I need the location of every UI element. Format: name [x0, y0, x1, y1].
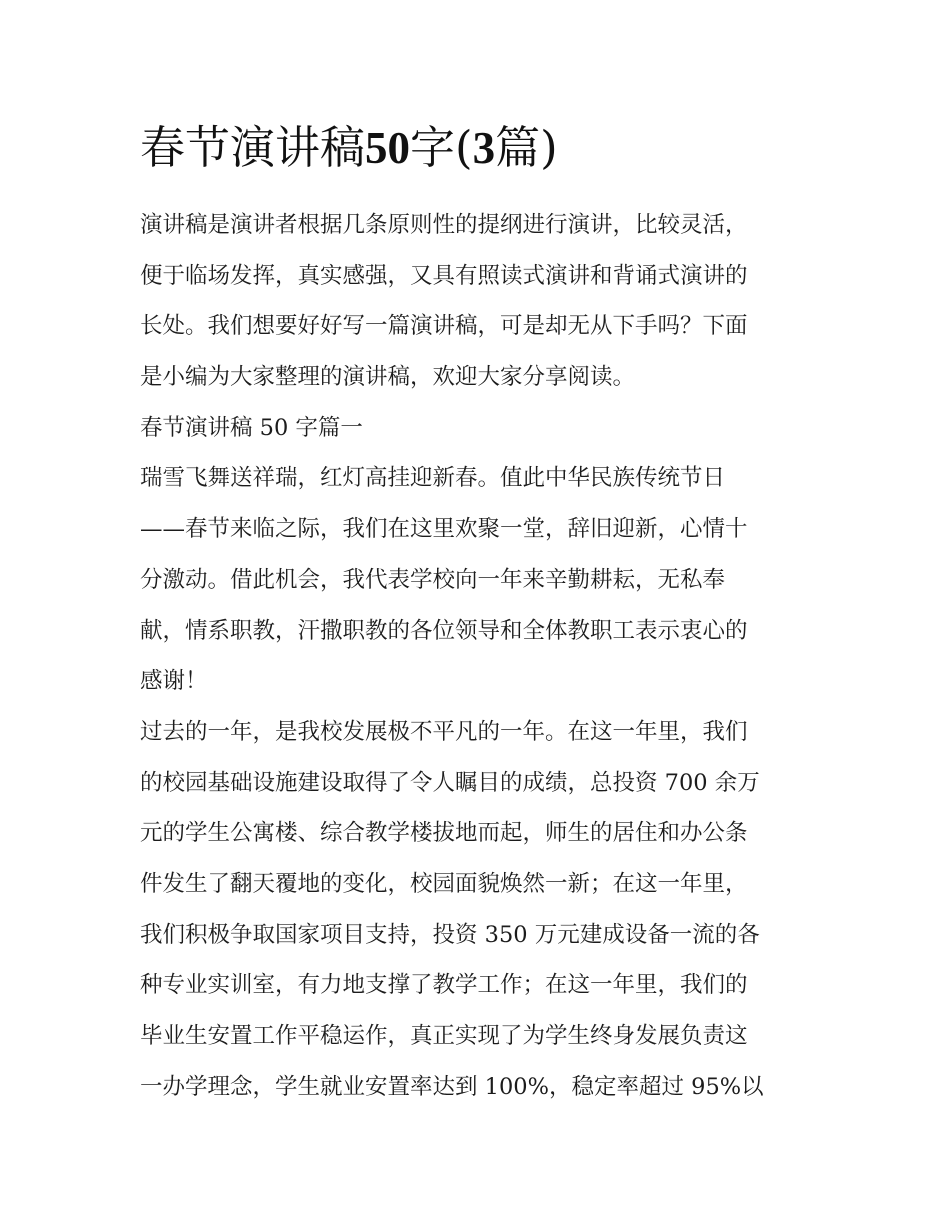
paragraph-1-line-4: 献，情系职教，汗撒职教的各位领导和全体教职工表示衷心的 [140, 617, 748, 644]
paragraph-2-line-7: 毕业生安置工作平稳运作，真正实现了为学生终身发展负责这 [140, 1023, 748, 1049]
intro-line-4: 是小编为大家整理的演讲稿，欢迎大家分享阅读。 [140, 364, 636, 391]
paragraph-1-line-1: 瑞雪飞舞送祥瑞，红灯高挂迎新春。值此中华民族传统节日 [140, 465, 726, 492]
paragraph-2-line-8: 一办学理念，学生就业安置率达到 100%，稳定率超过 95%以 [140, 1073, 764, 1100]
intro-line-2: 便于临场发挥，真实感强，又具有照读式演讲和背诵式演讲的 [140, 262, 748, 289]
paragraph-2-line-1: 过去的一年，是我校发展极不平凡的一年。在这一年里，我们 [140, 718, 748, 745]
title-count: 3 [472, 123, 496, 173]
paragraph-1-line-5: 感谢！ [140, 668, 208, 695]
paragraph-2-line-5: 我们积极争取国家项目支持，投资 350 万元建成设备一流的各 [140, 921, 760, 948]
intro-line-3: 长处。我们想要好好写一篇演讲稿，可是却无从下手吗？下面 [140, 313, 748, 340]
title-prefix: 春节演讲稿 [140, 121, 366, 174]
paragraph-2-line-3: 元的学生公寓楼、综合教学楼拔地而起，师生的居住和办公条 [140, 820, 748, 847]
paragraph-1-line-2: ——春节来临之际，我们在这里欢聚一堂，辞旧迎新，心情十 [140, 516, 748, 543]
paragraph-2-line-4: 件发生了翻天覆地的变化，校园面貌焕然一新；在这一年里， [140, 870, 748, 897]
paragraph-2-line-2: 的校园基础设施建设取得了令人瞩目的成绩，总投资 700 余万 [140, 769, 760, 796]
paragraph-2-line-6: 种专业实训室，有力地支撑了教学工作；在这一年里，我们的 [140, 972, 748, 999]
title-suffix: 篇) [495, 121, 558, 174]
title-number: 50 [365, 123, 411, 173]
document-body [140, 200, 820, 1112]
intro-line-1: 演讲稿是演讲者根据几条原则性的提纲进行演讲，比较灵活， [140, 212, 748, 238]
document-title [140, 118, 558, 178]
title-mid: 字( [410, 121, 473, 174]
paragraph-1-line-3: 分激动。借此机会，我代表学校向一年来辛勤耕耘，无私奉 [140, 566, 726, 593]
section-heading: 春节演讲稿 50 字篇一 [140, 414, 363, 441]
